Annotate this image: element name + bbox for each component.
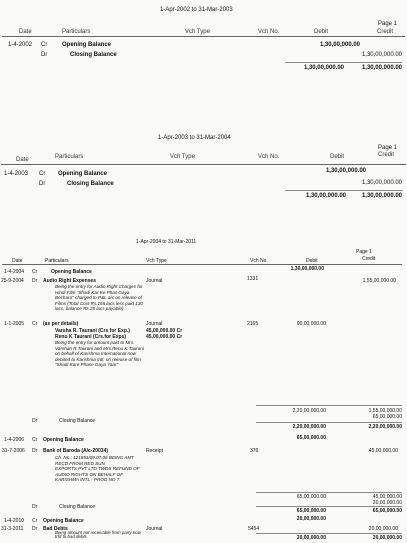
entry-date: 1-4-2003 [4, 171, 29, 177]
entry-drcr: Dr [39, 181, 46, 187]
entry-particulars: Bank of Baroda (A/c-20034) [43, 448, 109, 454]
total-rule [285, 190, 403, 191]
entry-vch-type: Journal [146, 321, 163, 327]
col-header-date: Date [16, 157, 29, 163]
total-debit: 2,20,00,000.00 [292, 424, 326, 430]
entry-particulars: Opening Balance [43, 437, 84, 443]
entry-credit: 1,30,00,000.00 [361, 52, 402, 58]
subtotal-credit: 45,00,000.00 [372, 494, 402, 500]
entry-credit: 1,30,00,000.00 [361, 180, 402, 186]
page-number: Page 1 [378, 21, 398, 27]
total-credit: 1,30,00,000.00 [361, 65, 402, 71]
entry-drcr: Cr [32, 437, 38, 443]
entry-particulars: Closing Balance [70, 52, 117, 58]
col-header-vch-type: Vch Type [146, 258, 167, 264]
entry-particulars: (as per details) [43, 321, 79, 327]
entry-debit: 20,00,000.00 [296, 516, 326, 522]
narration-line: trfd to bad debts [55, 534, 87, 540]
entry-debit: 90,00,000.00 [296, 321, 326, 327]
narration-line: AUDIO RIGHTS ON BEHALF OF [55, 471, 124, 477]
total-debit: 65,00,000.00 [296, 508, 326, 514]
total-debit: 20,00,000.00 [296, 535, 326, 541]
entry-narration [55, 531, 141, 540]
entry-debit: 1,30,00,000.00 [325, 168, 366, 174]
col-header-vch-no: Vch No. [258, 154, 280, 160]
entry-date: 1-1-2005 [4, 321, 25, 327]
entry-debit: 1,30,00,000.00 [319, 42, 360, 48]
entry-particulars: Opening Balance [51, 269, 92, 275]
entry-drcr: Cr [32, 269, 38, 275]
header-rule [1, 164, 406, 165]
entry-drcr: Cr [32, 518, 38, 524]
period-title: 1-Apr-2002 to 31-Mar-2003 [160, 7, 233, 13]
entry-date: 25-9-2004 [1, 278, 24, 284]
entry-drcr: Dr [32, 526, 38, 532]
narration-line: Being amount not receivable from party now [55, 530, 141, 535]
col-header-vch-type: Vch Type [185, 29, 210, 35]
detail-amount: 45,00,000.00 Cr [146, 334, 183, 340]
col-header-debit: Debit [330, 154, 345, 160]
entry-narration [55, 455, 140, 483]
entry-date: 1-4-2006 [4, 437, 25, 443]
page-number: Page 1 [378, 145, 398, 151]
entry-vch-type: Journal [146, 526, 163, 532]
total-credit: 20,00,000.00 [372, 535, 402, 541]
entry-narration [55, 284, 143, 312]
total-rule [256, 506, 402, 507]
narration-line: EXPORTS PVT LTD TWDS REFUND OF [55, 466, 140, 472]
entry-credit: 45,00,000.00 [368, 448, 398, 454]
subtotal-debit: 2,20,00,000.00 [292, 408, 326, 414]
col-header-debit: Debit [314, 29, 329, 35]
subtotal-rule [256, 492, 402, 493]
narration-line: Hindi Film "Shadi Kar Ke Phas Gaya [55, 289, 130, 295]
narration-line: Being the entry for amount paid to Mrs. [55, 340, 135, 345]
col-header-vch-no: Vch No. [258, 29, 280, 35]
total-debit: 1,30,00,000.00 [303, 65, 344, 71]
entry-vch-no: 376 [250, 448, 259, 454]
entry-date: 1-4-2004 [4, 269, 25, 275]
total-rule [256, 533, 402, 534]
entry-particulars: Opening Balance [43, 518, 84, 524]
col-header-particulars: Particulars [62, 29, 91, 35]
entry-particulars: Opening Balance [58, 171, 108, 177]
entry-date: 1-4-2002 [8, 42, 33, 48]
entry-particulars: Closing Balance [67, 181, 114, 187]
entry-drcr: Cr [39, 171, 46, 177]
entry-drcr: Dr [32, 448, 38, 454]
total-credit: 2,20,00,000.00 [368, 424, 402, 430]
narration-line: Varshan R.Taurani and Mrs.Renu K.Taurani [55, 345, 144, 351]
period-title: 1-Apr-2004 to 31-Mar-2011 [136, 239, 197, 245]
entry-vch-no: 1331 [247, 276, 259, 282]
total-credit: 65,00,000.00 [372, 508, 402, 514]
narration-line: "Shadi Kare Phase Gaya Yaar" [55, 362, 119, 368]
narration-line: RECD FROM RED SUN [55, 460, 105, 466]
period-title: 1-Apr-2003 to 31-Mar-2004 [158, 135, 231, 141]
entry-vch-type: Receipt [146, 448, 163, 454]
entry-drcr: Dr [32, 504, 38, 510]
header-rule [2, 264, 402, 265]
col-header-credit: Credit [362, 256, 376, 262]
entry-drcr: Dr [41, 52, 48, 58]
col-header-particulars: Particulars [55, 154, 84, 160]
entry-particulars: Audio Right Expenses [43, 278, 97, 284]
entry-drcr: Cr [32, 321, 38, 327]
entry-debit: 65,00,000.00 [296, 435, 326, 441]
narration-line: Films (Total Cost Rs.155 lacs less paid 130 [55, 300, 143, 306]
col-header-date: Date [12, 258, 23, 264]
detail-name: Renu K Taurani (Crs.for Exps) [55, 334, 127, 340]
entry-date: 31-3-2011 [1, 526, 24, 532]
narration-line: debited to Karishma Intl. on release of film [55, 356, 141, 362]
entry-vch-no: 5454 [248, 526, 260, 532]
entry-date: 1-4-2010 [4, 518, 25, 524]
entry-drcr: Cr [41, 42, 48, 48]
narration-line: on behalf of Karishma International now [55, 351, 136, 357]
col-header-particulars: Particulars [45, 258, 69, 264]
entry-drcr: Dr [32, 418, 38, 424]
entry-debit: 1,30,00,000.00 [290, 266, 324, 272]
entry-drcr: Dr [32, 278, 38, 284]
col-header-credit: Credit [378, 152, 395, 158]
narration-line: Being the entry for Audio Right Charges for [55, 284, 143, 289]
total-rule [285, 62, 402, 63]
closing-balance-label: Closing Balance [59, 418, 96, 424]
detail-name: Varsha R. Taurani (Crs for Exp.) [55, 328, 130, 334]
subtotal-credit: 1,55,00,000.00 [368, 408, 402, 414]
entry-credit: 20,00,000.00 [368, 526, 398, 532]
entry-date: 31-7-2006 [2, 448, 25, 454]
closing-credit: 65,00,000.00 [372, 414, 402, 420]
col-header-debit: Debit [306, 258, 318, 264]
col-header-vch-type: Vch Type [170, 154, 195, 160]
narration-line: Bechara" charged to P&L a/c on release of [55, 295, 142, 301]
entry-narration [55, 340, 144, 368]
detail-amount: 45,00,000.00 Cr [146, 328, 183, 334]
col-header-date: Date [19, 29, 32, 35]
subtotal-debit: 65,00,000.00 [296, 494, 326, 500]
entry-particulars: Bad Debts [43, 526, 68, 532]
narration-line: Ch. No.: 121851/09.07.06 BEING AMT [55, 455, 134, 460]
total-debit: 1,30,00,000.00 [305, 193, 346, 199]
col-header-credit: Credit [377, 29, 394, 35]
total-rule [256, 422, 402, 423]
entry-vch-no: 2165 [247, 321, 259, 327]
entry-credit: 1,55,00,000.00 [362, 278, 396, 284]
header-rule [2, 36, 405, 37]
subtotal-rule [256, 405, 402, 406]
entry-vch-type: Journal [146, 278, 163, 284]
narration-line: KARISHMA INTL - PROD NO 7. [55, 477, 121, 483]
narration-line: lacs, balance Rs.25 lacs payable) [55, 306, 124, 312]
total-credit: 1,30,00,000.00 [361, 193, 402, 199]
page-number: Page 1 [356, 249, 372, 255]
col-header-vch-no: Vch No. [250, 258, 268, 264]
entry-particulars: Opening Balance [62, 42, 112, 48]
closing-balance-label: Closing Balance [59, 504, 96, 510]
closing-credit: 20,00,000.00 [372, 500, 402, 506]
